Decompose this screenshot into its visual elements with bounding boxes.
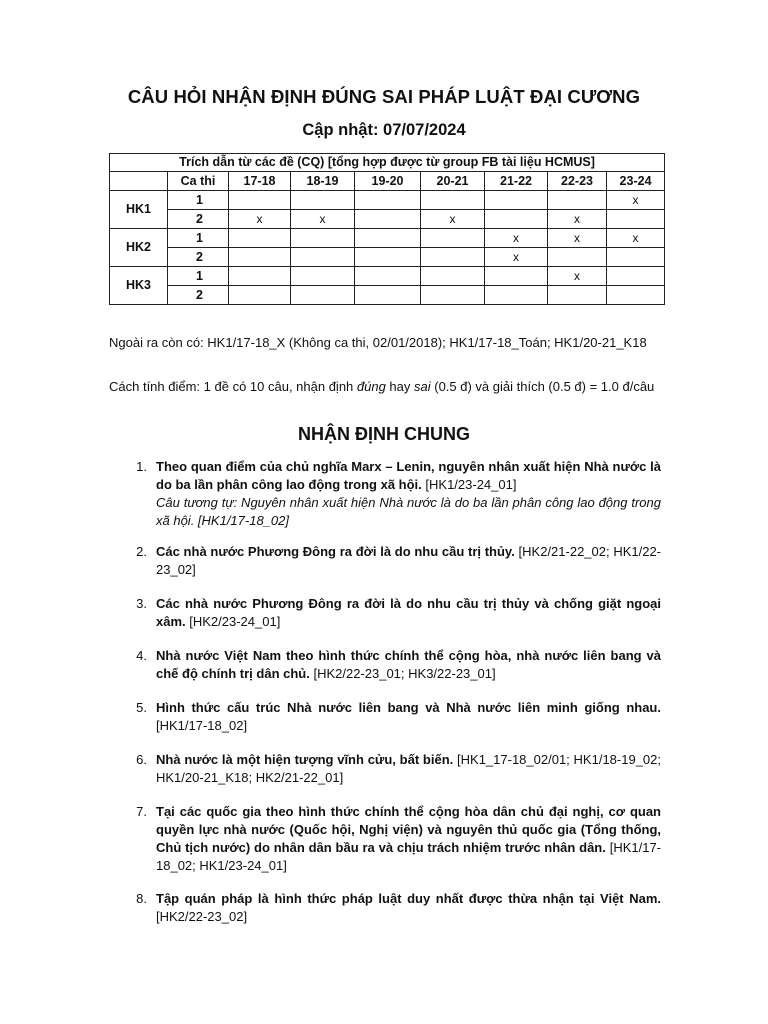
question-item — [131, 595, 661, 631]
scoring-false: sai — [414, 379, 431, 394]
mark-cell: x — [548, 210, 607, 229]
mark-cell — [607, 286, 665, 305]
mark-cell: x — [485, 248, 548, 267]
mark-cell — [355, 286, 421, 305]
question-item — [131, 803, 661, 875]
exam-session: 2 — [168, 210, 229, 229]
question-number: 7. — [136, 804, 147, 819]
mark-cell — [355, 267, 421, 286]
mark-cell — [485, 191, 548, 210]
question-reference: [HK2/21-22_02; HK1/22-23_02] — [156, 544, 662, 577]
mark-cell — [229, 229, 291, 248]
question-item — [131, 458, 661, 530]
header-cell: 18-19 — [291, 172, 355, 191]
question-number: 8. — [136, 891, 147, 906]
mark-cell — [421, 286, 485, 305]
table-row — [110, 191, 665, 210]
mark-cell: x — [291, 210, 355, 229]
question-item — [131, 647, 661, 683]
exam-session: 2 — [168, 286, 229, 305]
mark-cell — [355, 191, 421, 210]
mark-cell — [229, 267, 291, 286]
mark-cell — [548, 248, 607, 267]
exam-session: 1 — [168, 191, 229, 210]
mark-cell — [229, 191, 291, 210]
mark-cell — [607, 210, 665, 229]
mark-cell — [421, 248, 485, 267]
question-reference: [HK1/23-24_01] — [421, 477, 517, 492]
mark-cell — [291, 267, 355, 286]
question-item — [131, 890, 661, 926]
scoring-note — [109, 377, 659, 396]
mark-cell — [291, 229, 355, 248]
mark-cell — [607, 248, 665, 267]
exam-session: 1 — [168, 267, 229, 286]
question-number: 4. — [136, 648, 147, 663]
question-statement: Hình thức cấu trúc Nhà nước liên bang và Nhà nước liên minh giống nhau. — [156, 700, 661, 715]
exam-session: 1 — [168, 229, 229, 248]
mark-cell — [229, 286, 291, 305]
document-title: CÂU HỎI NHẬN ĐỊNH ĐÚNG SAI PHÁP LUẬT ĐẠI CƯƠNG — [127, 86, 641, 107]
question-statement: Tập quán pháp là hình thức pháp luật duy nhất được thừa nhận tại Việt Nam. — [156, 891, 661, 906]
question-number: 5. — [136, 700, 147, 715]
update-date: Cập nhật: 07/07/2024 — [302, 121, 466, 139]
header-cell: Ca thi — [168, 172, 229, 191]
scoring-text: (0.5 đ) và giải thích (0.5 đ) = 1.0 đ/câu — [430, 379, 655, 394]
question-number: 3. — [136, 596, 147, 611]
mark-cell — [229, 248, 291, 267]
header-empty-cell — [110, 172, 168, 191]
mark-cell — [548, 191, 607, 210]
question-item — [131, 751, 661, 787]
exam-session: 2 — [168, 248, 229, 267]
mark-cell — [355, 248, 421, 267]
header-cell: 23-24 — [607, 172, 665, 191]
header-cell: 19-20 — [355, 172, 421, 191]
mark-cell — [548, 286, 607, 305]
header-cell: 20-21 — [421, 172, 485, 191]
table-row — [110, 229, 665, 248]
question-reference: [HK1/17-18_02; HK1/23-24_01] — [156, 840, 662, 873]
mark-cell: x — [548, 267, 607, 286]
mark-cell — [421, 229, 485, 248]
mark-cell: x — [421, 210, 485, 229]
mark-cell — [485, 286, 548, 305]
header-cell: 22-23 — [548, 172, 607, 191]
mark-cell: x — [485, 229, 548, 248]
semester-label: HK3 — [110, 267, 168, 305]
question-item — [131, 543, 661, 579]
table-row — [110, 210, 665, 229]
table-header-row — [110, 172, 665, 191]
mark-cell: x — [607, 191, 665, 210]
question-item — [131, 699, 661, 735]
question-statement: Tại các quốc gia theo hình thức chính thể cộng hòa dân chủ đại nghị, cơ quan quyền lực nhà nước (Quốc hội, Nghị viện) và nguyên thủ quốc gia (Tổng thống, Chủ tịch nước) do nhân dân bầu ra và chịu trách nhiệm trước nhân dân. — [156, 804, 661, 855]
semester-label: HK2 — [110, 229, 168, 267]
exam-source-table — [109, 153, 665, 305]
extra-sources-note: Ngoài ra còn có: HK1/17-18_X (Không ca thi, 02/01/2018); HK1/17-18_Toán; HK1/20-21_K18 — [109, 335, 647, 350]
semester-label: HK1 — [110, 191, 168, 229]
mark-cell: x — [229, 210, 291, 229]
mark-cell: x — [607, 229, 665, 248]
mark-cell — [291, 248, 355, 267]
question-reference: [HK2/23-24_01] — [185, 614, 281, 629]
table-caption: Trích dẫn từ các đề (CQ) [tổng hợp được từ group FB tài liệu HCMUS] — [110, 154, 665, 172]
header-cell: 17-18 — [229, 172, 291, 191]
mark-cell — [421, 191, 485, 210]
table-row — [110, 248, 665, 267]
question-reference: [HK1/17-18_02] — [156, 718, 248, 733]
question-statement: Theo quan điểm của chủ nghĩa Marx – Lenin, nguyên nhân xuất hiện Nhà nước là do ba lần phân công lao động trong xã hội. — [156, 459, 661, 492]
question-reference: [HK2/22-23_01; HK3/22-23_01] — [309, 666, 496, 681]
scoring-text: Cách tính điểm: 1 đề có 10 câu, nhận định — [109, 379, 357, 394]
mark-cell — [355, 210, 421, 229]
question-number: 2. — [136, 544, 147, 559]
question-statement: Các nhà nước Phương Đông ra đời là do nhu cầu trị thủy và chống giặt ngoại xâm. — [156, 596, 661, 629]
mark-cell — [291, 191, 355, 210]
question-reference: [HK2/22-23_02] — [156, 909, 248, 924]
scoring-true: đúng — [356, 379, 386, 394]
section-heading: NHẬN ĐỊNH CHUNG — [298, 424, 470, 444]
question-statement: Nhà nước Việt Nam theo hình thức chính thể cộng hòa, nhà nước liên bang và chế độ chính trị dân chủ. — [156, 648, 661, 681]
question-statement: Nhà nước là một hiện tượng vĩnh cửu, bất biến. — [156, 752, 454, 767]
mark-cell — [355, 229, 421, 248]
question-statement: Các nhà nước Phương Đông ra đời là do nhu cầu trị thủy. — [156, 544, 515, 559]
scoring-text: hay — [385, 379, 414, 394]
header-cell: 21-22 — [485, 172, 548, 191]
question-number: 6. — [136, 752, 147, 767]
mark-cell — [485, 210, 548, 229]
mark-cell — [291, 286, 355, 305]
question-reference: [HK1_17-18_02/01; HK1/18-19_02; HK1/20-21_K18; HK2/21-22_01] — [156, 752, 661, 785]
mark-cell — [485, 267, 548, 286]
question-number: 1. — [136, 459, 147, 474]
mark-cell: x — [548, 229, 607, 248]
table-row — [110, 267, 665, 286]
mark-cell — [421, 267, 485, 286]
table-row — [110, 286, 665, 305]
mark-cell — [607, 267, 665, 286]
similar-question: Câu tương tự: Nguyên nhân xuất hiện Nhà nước là do ba lần phân công lao động trong xã hội. [HK1/17-18_02] — [156, 495, 661, 528]
